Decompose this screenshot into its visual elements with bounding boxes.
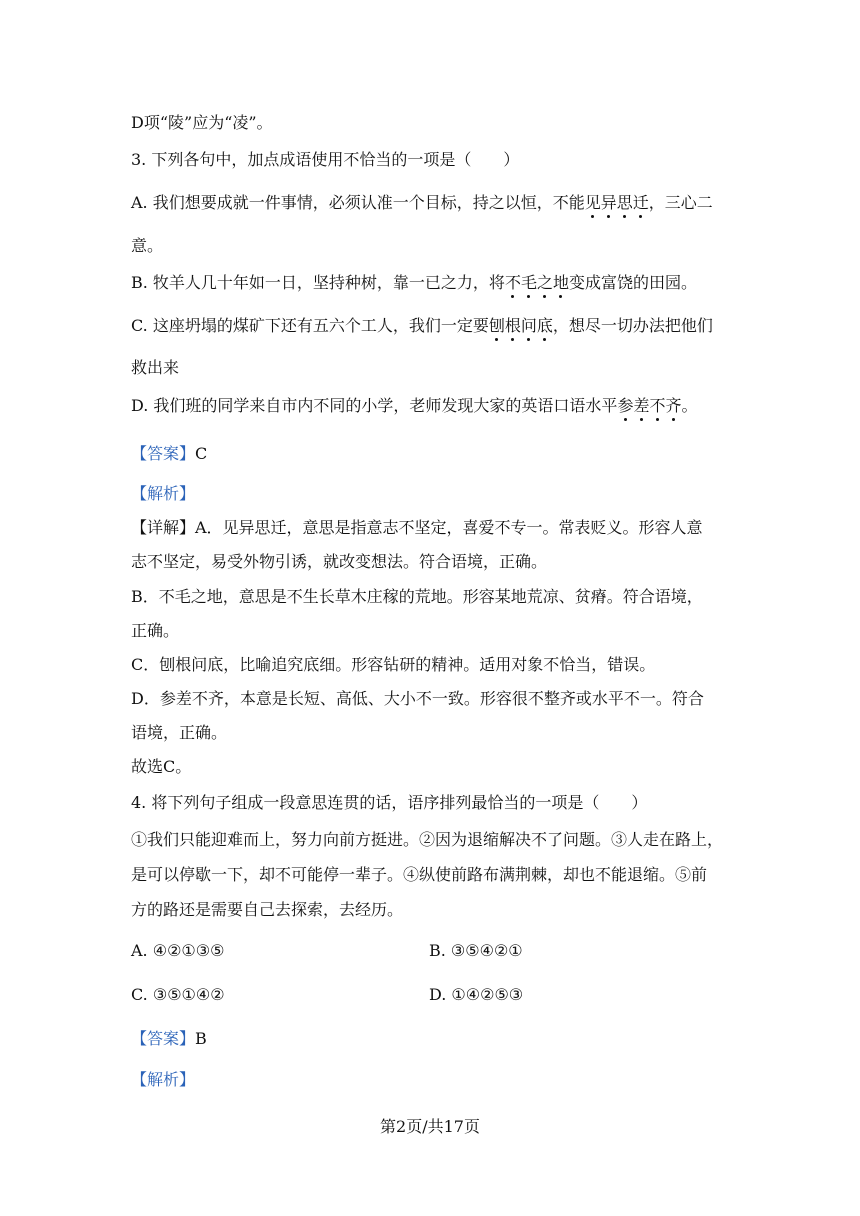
dotted-idiom — [617, 396, 681, 415]
question-4-option-a: A. ④②①③⑤ — [131, 941, 225, 960]
emphasis-dot-char: 不 — [649, 396, 666, 415]
emphasis-dot-char: 之 — [536, 273, 553, 292]
answer-line — [131, 1028, 207, 1050]
emphasis-dot-char: 差 — [633, 396, 650, 415]
question-3-option-d: D. 我们班的同学来自市内不同的小学，老师发现大家的英语口语水平参差不齐。 — [131, 396, 698, 415]
dotted-idiom — [489, 316, 553, 335]
answer-value: B — [195, 1029, 207, 1048]
answer-tag: 【答案】 — [131, 1029, 196, 1048]
text-line: 意。 — [131, 236, 164, 255]
text-line: 【详解】A．见异思迁，意思是指意志不坚定，喜爱不专一。常表贬义。形容人意 — [131, 518, 703, 537]
text-line: 故选C。 — [131, 757, 192, 776]
analysis-line — [131, 1069, 195, 1091]
question-3-option-a: A. 我们想要成就一件事情，必须认准一个目标，持之以恒，不能见异思迁，三心二 — [131, 193, 713, 212]
question-4-stem: 4. 将下列句子组成一段意思连贯的话，语序排列最恰当的一项是（ ） — [131, 793, 648, 812]
text-line: 正确。 — [131, 621, 180, 640]
page-footer: 第2页/共17页 — [380, 1117, 480, 1136]
text-line: 救出来 — [131, 358, 180, 377]
text-line: 语境，正确。 — [131, 723, 228, 742]
emphasis-dot-char: 毛 — [520, 273, 537, 292]
emphasis-dot-char: 不 — [504, 273, 521, 292]
text-line: 方的路还是需要自己去探索，去经历。 — [131, 900, 404, 919]
text-line: D项“陵”应为“凌”。 — [131, 113, 273, 132]
emphasis-dot-char: 根 — [504, 316, 521, 335]
emphasis-dot-char: 底 — [536, 316, 553, 335]
emphasis-dot-char: 见 — [584, 193, 601, 212]
question-3-option-b: B. 牧羊人几十年如一日，坚持种树，靠一已之力，将不毛之地变成富饶的田园。 — [131, 273, 698, 292]
analysis-tag: 【解析】 — [131, 484, 196, 503]
emphasis-dot-char: 刨 — [488, 316, 505, 335]
emphasis-dot-char: 齐 — [665, 396, 682, 415]
text-line: ①我们只能迎难而上，努力向前方挺进。②因为退缩解决不了问题。③人走在路上， — [131, 830, 724, 849]
emphasis-dot-char: 迁 — [632, 193, 649, 212]
text-line: B．不毛之地，意思是不生长草木庄稼的荒地。形容某地荒凉、贫瘠。符合语境， — [131, 587, 703, 606]
question-4-option-c: C. ③⑤①④② — [131, 985, 225, 1004]
answer-line — [131, 443, 207, 465]
text-line: D．参差不齐，本意是长短、高低、大小不一致。形容很不整齐或水平不一。符合 — [131, 689, 704, 708]
emphasis-dot-char: 异 — [600, 193, 617, 212]
question-4-option-b: B. ③⑤④②① — [429, 941, 523, 960]
answer-tag: 【答案】 — [131, 444, 196, 463]
text-line: C．刨根问底，比喻追究底细。形容钻研的精神。适用对象不恰当，错误。 — [131, 655, 656, 674]
emphasis-dot-char: 参 — [617, 396, 634, 415]
emphasis-dot-char: 地 — [552, 273, 569, 292]
dotted-idiom — [505, 273, 569, 292]
analysis-line — [131, 483, 195, 505]
text-line: 是可以停歇一下，却不可能停一辈子。④纵使前路布满荆棘，却也不能退缩。⑤前 — [131, 865, 708, 884]
question-4-option-d: D. ①④②⑤③ — [429, 985, 524, 1004]
text-line: 志不坚定，易受外物引诱，就改变想法。符合语境，正确。 — [131, 552, 548, 571]
question-3-option-c: C. 这座坍塌的煤矿下还有五六个工人，我们一定要刨根问底，想尽一切办法把他们 — [131, 316, 713, 335]
answer-value: C — [195, 444, 208, 463]
emphasis-dot-char: 问 — [520, 316, 537, 335]
analysis-tag: 【解析】 — [131, 1070, 196, 1089]
emphasis-dot-char: 思 — [616, 193, 633, 212]
question-3-stem: 3. 下列各句中，加点成语使用不恰当的一项是（ ） — [131, 150, 520, 169]
dotted-idiom — [585, 193, 649, 212]
